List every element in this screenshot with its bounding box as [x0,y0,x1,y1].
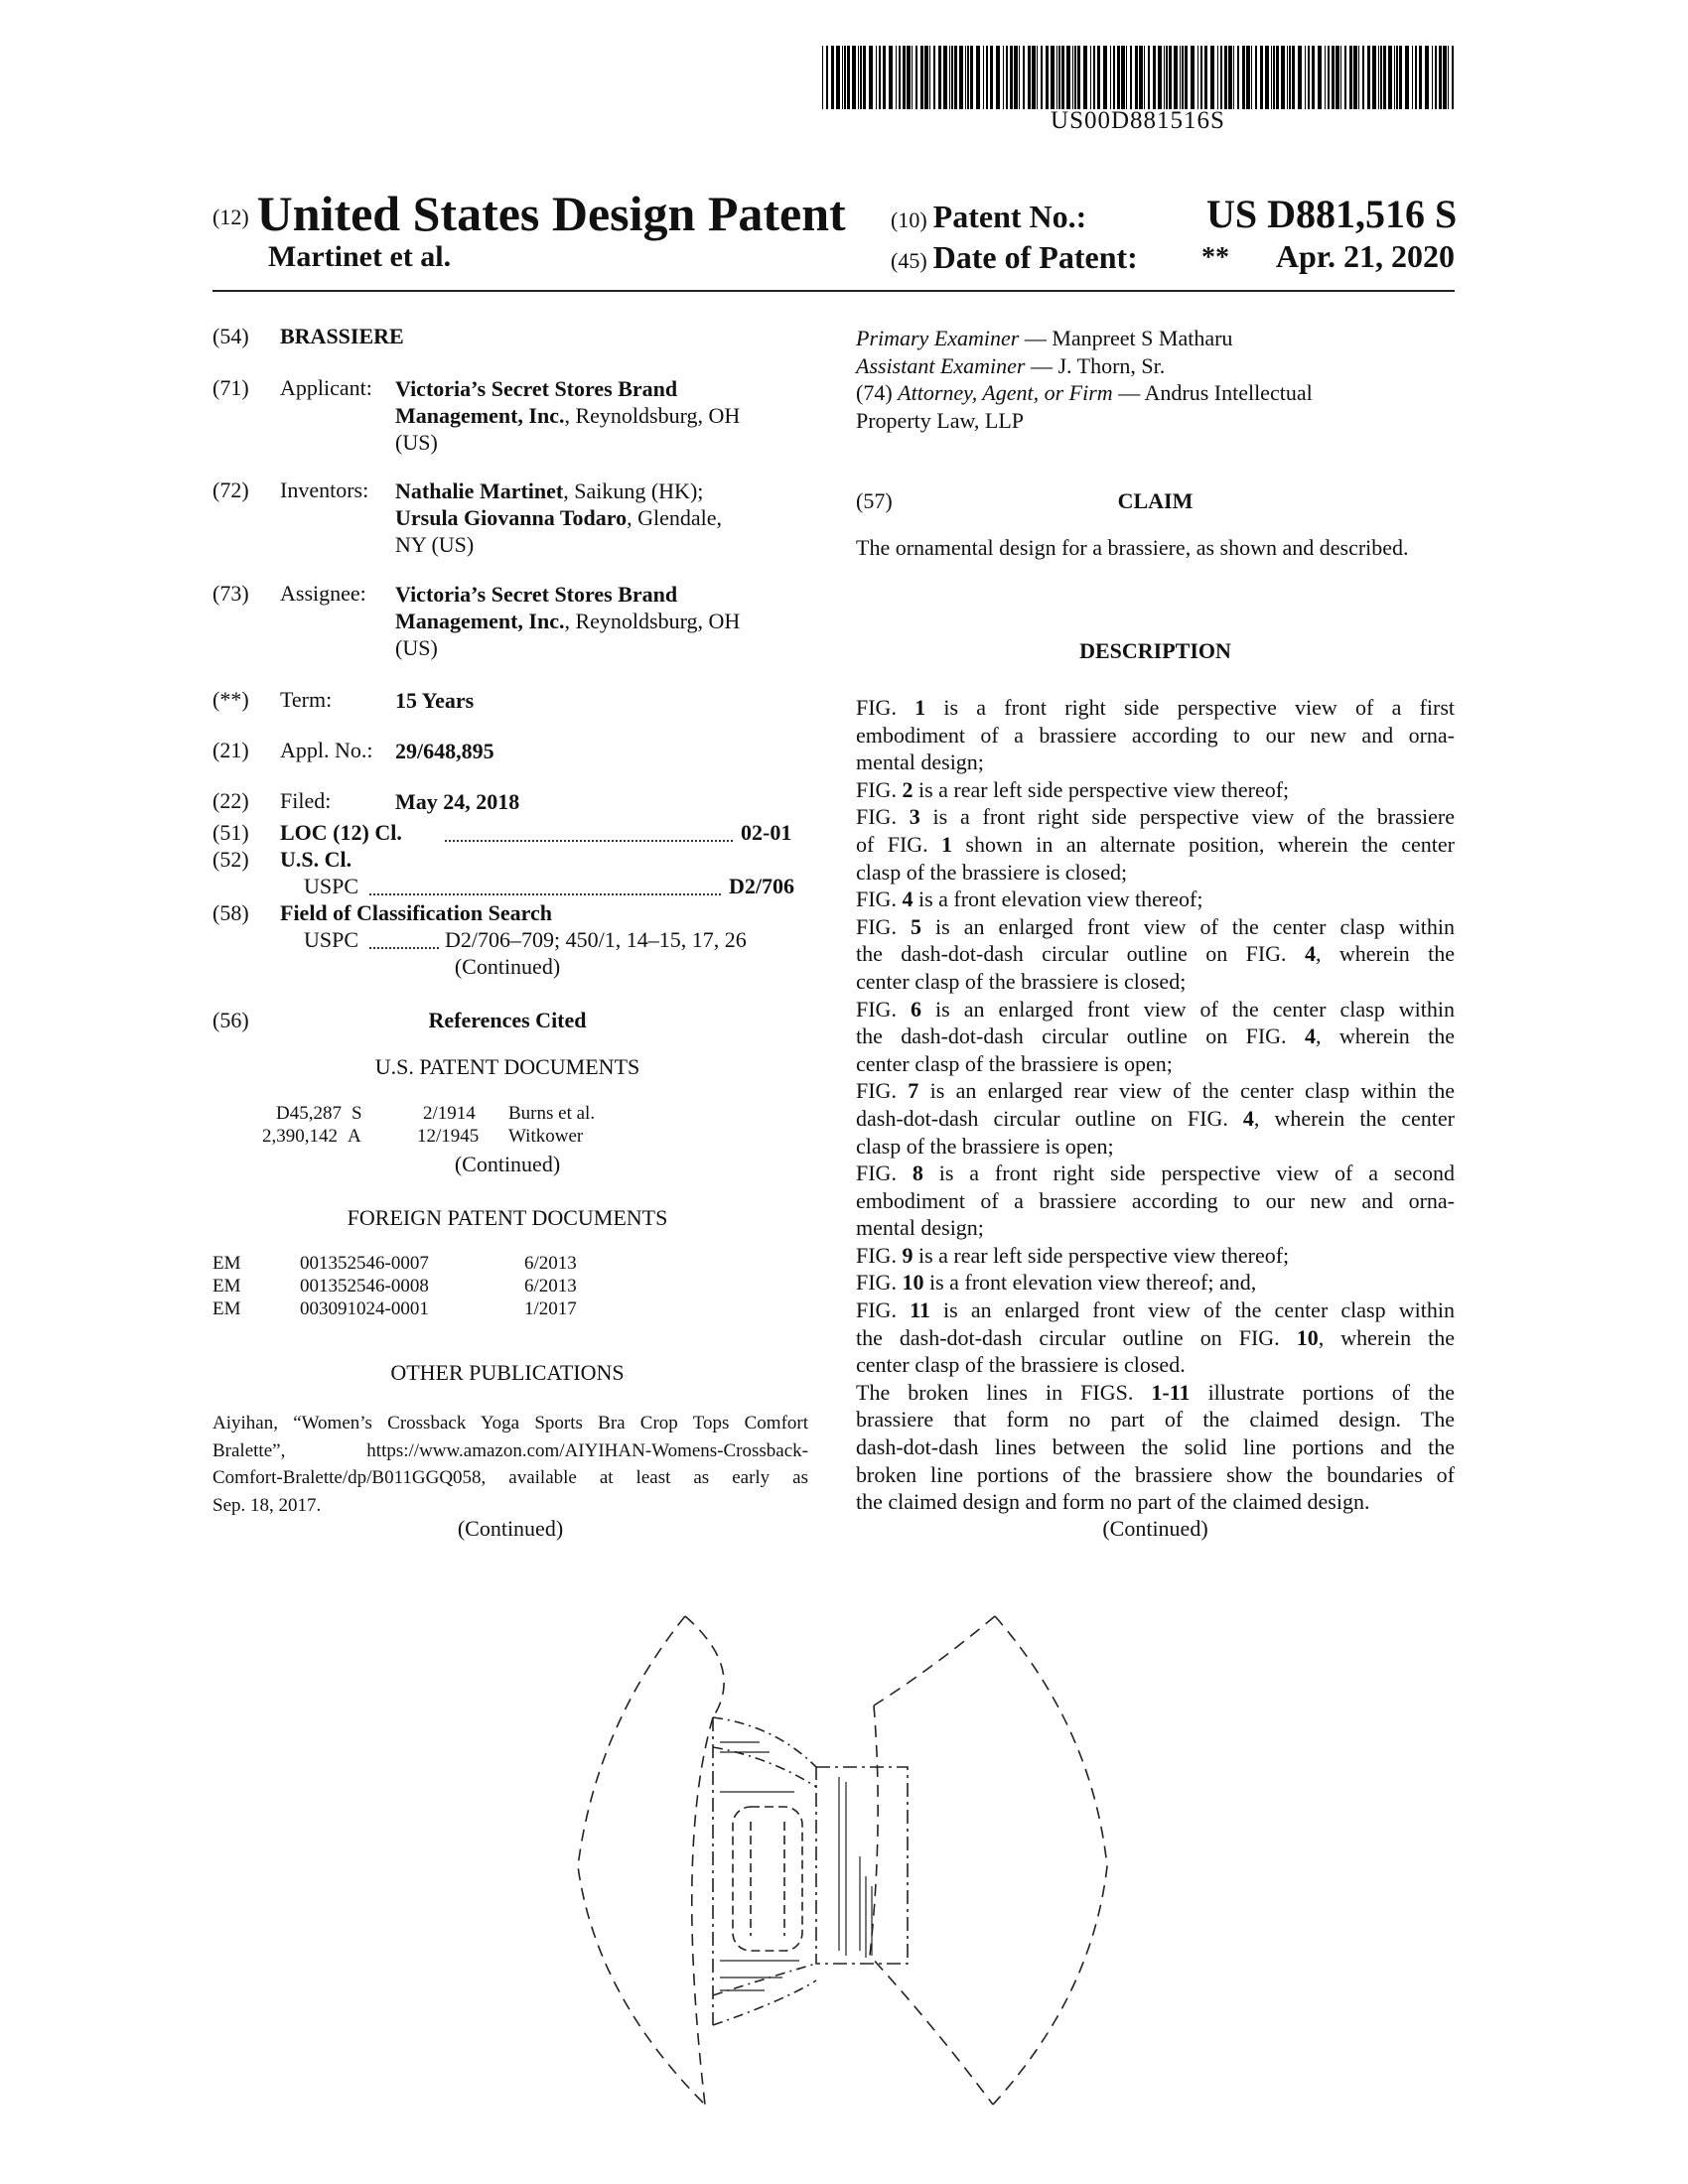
doc-number: 001352546-0008 [300,1276,429,1297]
inventor2-line3: NY (US) [395,532,475,557]
barcode-bar [1126,46,1127,109]
barcode-bar [1281,46,1285,109]
barcode-bar [826,46,828,109]
us-docs-continued: (Continued) [454,1152,561,1176]
uspc-leader [369,893,721,895]
claim-heading: CLAIM [1117,488,1194,513]
uspc-label: USPC [304,874,359,898]
barcode-bar [1246,46,1250,109]
doc-kind: S [351,1103,362,1124]
applicant-value [395,375,812,456]
us-docs-heading: U.S. PATENT DOCUMENTS [374,1054,640,1079]
barcode-number: US00D881516S [1051,107,1225,134]
center-clasp-outline [816,1767,908,1964]
barcode-bar [1233,46,1234,109]
primary-examiner-label: Primary Examiner [856,326,1020,350]
description-line: of FIG. 1 shown in an alternate position, wherein the center [856,831,1455,857]
clasp-inner-slot [733,1807,802,1951]
term-value: 15 Years [395,688,475,713]
barcode-bar [852,46,856,109]
doc-country: EM [212,1253,241,1274]
uspc-value: D2/706 [729,874,794,898]
attorney-line2: Property Law, LLP [856,407,1025,433]
filed-label: Filed: [280,788,332,813]
barcode-bar [869,46,873,109]
inventors-value [395,478,812,558]
description-line: dash-dot-dash lines between the solid line portions and the [856,1434,1455,1460]
barcode-bar [1074,46,1076,109]
patent-number-label [891,199,1086,235]
other-publications [212,1410,808,1519]
barcode-bar [1332,46,1335,109]
description-line: center clasp of the brassiere is closed; [856,968,1187,994]
barcode-bar [1028,46,1031,109]
barcode-bar [1110,46,1111,109]
barcode-bar [1394,46,1395,109]
inventor1-name: Nathalie Martinet [395,478,564,503]
barcode-bar [1135,46,1138,109]
barcode-bar [847,46,850,109]
barcode-bar [1139,46,1143,109]
description-line: FIG. 7 is an enlarged rear view of the center clasp within the [856,1078,1455,1104]
assignee-line2-rest: , Reynoldsburg, OH [564,609,741,633]
barcode-bar [831,46,834,109]
doc-country: EM [212,1298,241,1319]
doc-country: EM [212,1276,241,1297]
barcode-bar [1237,46,1239,109]
barcode-bar [965,46,966,109]
date-of-patent-label [891,239,1138,276]
barcode-bar [951,46,953,109]
description-line: clasp of the brassiere is open; [856,1133,1114,1159]
barcode-bar [1058,46,1060,109]
description-line: mental design; [856,1215,984,1241]
doc-name: Burns et al. [508,1103,596,1124]
barcode-bar [1435,46,1437,109]
description-line: clasp of the brassiere is closed; [856,859,1128,885]
inventor1-location: , Saikung (HK); [563,478,704,503]
barcode-bar [920,46,923,109]
barcode-bar [1358,46,1359,109]
barcode-bar [1405,46,1409,109]
loc-leader [445,840,733,842]
description-line: broken line portions of the brassiere show the boundaries of [856,1461,1455,1487]
description-line: FIG. 4 is a front elevation view thereof; [856,887,1203,912]
filed-value: May 24, 2018 [395,789,520,814]
description-line: center clasp of the brassiere is open; [856,1050,1173,1076]
description-line: mental design; [856,750,984,775]
barcode-bar [967,46,969,109]
doc-number: 003091024-0001 [300,1298,429,1319]
barcode-bar [1349,46,1352,109]
invention-title: BRASSIERE [280,324,404,348]
barcode-bar [836,46,840,109]
description-line: FIG. 6 is an enlarged front view of the center clasp within [856,996,1455,1022]
barcode-bar [1164,46,1165,109]
barcode-bar [1180,46,1181,109]
description-line: FIG. 3 is a front right side perspective view of the brassiere [856,804,1456,830]
loc-value: 02-01 [741,820,792,845]
attorney-label: Attorney, Agent, or Firm [898,380,1113,406]
barcode-bar [1273,46,1275,109]
field-uspc-value: D2/706–709; 450/1, 14–15, 17, 26 [445,927,747,952]
barcode-bar [1305,46,1306,109]
barcode-bar [1204,46,1207,109]
barcode-bar [1130,46,1132,109]
inventors-label: Inventors: [280,478,369,502]
barcode-bar [1019,46,1020,109]
barcode-bar [1439,46,1442,109]
barcode-bar [1372,46,1376,109]
barcode-bar [1072,46,1073,109]
barcode-bar [990,46,993,109]
assignee-code: (73) [212,581,249,606]
barcode-bar [1144,46,1145,109]
right-cup-outline [870,1616,995,2105]
barcode-bar [1260,46,1263,109]
description-line: dash-dot-dash circular outline on FIG. 4, wherein the center [856,1105,1456,1131]
description-line: the dash-dot-dash circular outline on FIG. 10, wherein the [856,1324,1455,1350]
barcode-bar [1325,46,1326,109]
other-publications-heading: OTHER PUBLICATIONS [390,1360,625,1385]
filed-code: (22) [212,788,249,813]
description-continued: (Continued) [1102,1516,1208,1541]
barcode-bar [1158,46,1162,109]
doc-kind: A [348,1126,361,1147]
barcode-bar [1228,46,1232,109]
barcode-bar [929,46,930,109]
applicant-label: Applicant: [280,375,372,400]
description-line: embodiment of a brassiere according to our new and orna- [856,722,1455,748]
doc-date: 6/2013 [524,1253,577,1274]
examiners [856,325,1455,434]
barcode-bar [1006,46,1008,109]
assistant-examiner-label: Assistant Examiner [856,352,1026,378]
barcode-bar [1362,46,1364,109]
barcode-bar [844,46,846,109]
barcode-bar [899,46,901,109]
barcode-bar [1090,46,1091,109]
barcode-bar [943,46,947,109]
barcode-bar [1191,46,1195,109]
barcode-bar [1046,46,1049,109]
description-line: FIG. 10 is a front elevation view thereof; and, [856,1270,1257,1296]
barcode-bar [1003,46,1004,109]
barcode-bar [907,46,911,109]
description-line: FIG. 11 is an enlarged front view of the center clasp within [856,1297,1455,1323]
barcode-bar [1378,46,1379,109]
barcode-bar [1174,46,1178,109]
barcode-bar [1066,46,1070,109]
description-line: the dash-dot-dash circular outline on FIG. 4, wherein the [856,941,1455,967]
barcode-bar [842,46,843,109]
refs-code: (56) [212,1008,249,1032]
barcode-bar [983,46,984,109]
uscl-code: (52) [212,847,249,872]
assignee-value [395,581,812,661]
description-line: center clasp of the brassiere is closed. [856,1352,1186,1378]
barcode-bar [1415,46,1417,109]
description-line: FIG. 1 is a front right side perspective view of a first [856,695,1455,720]
table-row [262,1126,401,1148]
barcode-bar [1289,46,1291,109]
barcode-bar [1097,46,1100,109]
barcode-bar [896,46,897,109]
barcode-bar [1353,46,1357,109]
barcode [822,46,1454,109]
barcode-bar [1419,46,1422,109]
barcode-bar [1271,46,1272,109]
bottom-band [713,1964,816,2025]
barcode-bar [912,46,913,109]
barcode-bar [1383,46,1386,109]
description-line: FIG. 2 is a rear left side perspective view thereof; [856,776,1290,802]
barcode-bar [915,46,917,109]
barcode-bar [938,46,941,109]
barcode-bar [1340,46,1341,109]
appl-label: Appl. No.: [280,738,373,762]
barcode-bar [1328,46,1330,109]
loc-label: LOC (12) Cl. [280,820,402,845]
applicant-line3: (US) [395,430,438,455]
description-line: FIG. 9 is a rear left side perspective view thereof; [856,1242,1290,1268]
attorney-line1: — Andrus Intellectual [1112,380,1313,406]
date-label-text: Date of Patent: [932,239,1138,275]
barcode-bar [959,46,963,109]
barcode-bar [1051,46,1055,109]
barcode-bar [1148,46,1150,109]
barcode-bar [1255,46,1257,109]
barcode-bar [1443,46,1447,109]
barcode-bar [863,46,866,109]
barcode-bar [1312,46,1315,109]
barcode-bar [1023,46,1025,109]
barcode-bar [949,46,950,109]
barcode-bar [1318,46,1322,109]
inventor2-location: , Glendale, [627,505,723,530]
barcode-bar [1182,46,1184,109]
doc-type-code: (12) [212,205,249,229]
barcode-bar [822,46,823,109]
barcode-bar [933,46,935,109]
barcode-bar [876,46,877,109]
barcode-bar [1432,46,1433,109]
doc-number: 2,390,142 [262,1126,338,1147]
barcode-bar [1197,46,1198,109]
barcode-bar [860,46,862,109]
barcode-bar [1113,46,1115,109]
barcode-bar [1276,46,1279,109]
barcode-bar [1117,46,1120,109]
barcode-bar [970,46,973,109]
appl-value: 29/648,895 [395,739,494,763]
description-line: brassiere that form no part of the claimed design. The [856,1407,1455,1433]
term-code: (**) [212,687,249,712]
description-body [856,694,1455,1516]
barcode-bar [1287,46,1288,109]
barcode-bar [1061,46,1064,109]
primary-examiner: — Manpreet S Matharu [1019,326,1233,350]
barcode-bar [1014,46,1018,109]
pub-line: Bralette”, https://www.amazon.com/AIYIHAN-Womens-Crossback- [212,1439,808,1461]
left-strap-outline [578,1616,705,2105]
field-uspc-leader [369,947,439,949]
term-label: Term: [280,687,333,712]
barcode-bar [1448,46,1449,109]
pub-line: Aiyihan, “Women’s Crossback Yoga Sports Bra Crop Tops Comfort [212,1413,808,1433]
claim-text: The ornamental design for a brassiere, as shown and described. [856,535,1409,560]
assignee-line3: (US) [395,635,438,660]
barcode-bar [1224,46,1227,109]
assignee-line1: Victoria’s Secret Stores Brand [395,582,678,607]
patent-no-label-text: Patent No.: [932,199,1087,234]
inventor2-name: Ursula Giovanna Todaro [395,505,628,530]
barcode-bar [1037,46,1038,109]
barcode-bar [924,46,928,109]
barcode-bar [1166,46,1168,109]
barcode-bar [1093,46,1095,109]
barcode-bar [1344,46,1346,109]
barcode-bar [1367,46,1370,109]
barcode-bar [1298,46,1302,109]
barcode-bar [1010,46,1013,109]
barcode-bar [903,46,906,109]
field-search-label: Field of Classification Search [280,900,552,925]
barcode-bar [1380,46,1382,109]
inventors-code: (72) [212,478,249,502]
description-line: the claimed design and form no part of the claimed design. [856,1489,1370,1515]
title-code: (54) [212,324,249,348]
date-of-patent: Apr. 21, 2020 [1275,238,1455,274]
doc-date: 12/1945 [417,1126,480,1147]
barcode-bar [976,46,980,109]
appl-code: (21) [212,738,249,762]
barcode-bar [1083,46,1087,109]
claim-code: (57) [856,488,893,513]
barcode-bar [1251,46,1252,109]
header-divider [212,290,1455,292]
barcode-bar [1292,46,1295,109]
date-code: (45) [891,248,927,273]
barcode-bar [858,46,859,109]
barcode-bar [1103,46,1107,109]
doc-name: Witkower [508,1126,584,1147]
doc-type-text: United States Design Patent [256,186,846,241]
brassiere-figure [556,1608,1132,2115]
barcode-bar [889,46,893,109]
barcode-bar [1041,46,1043,109]
other-pub-continued: (Continued) [457,1516,564,1541]
clasp-stripes [839,1777,872,1958]
barcode-bar [1396,46,1398,109]
barcode-bar [1217,46,1218,109]
barcode-bar [1169,46,1172,109]
field-continued: (Continued) [454,954,561,979]
barcode-bar [1210,46,1214,109]
barcode-bar [1056,46,1057,109]
patent-number: US D881,516 S [1206,192,1458,236]
applicant-line2-bold: Management, Inc. [395,403,565,428]
description-line: FIG. 5 is an enlarged front view of the center clasp within [856,913,1455,939]
barcode-bar [1412,46,1413,109]
applicant-line1: Victoria’s Secret Stores Brand [395,376,678,401]
assignee-label: Assignee: [280,581,366,606]
references-heading: References Cited [428,1008,587,1032]
applicant-code: (71) [212,375,249,400]
pub-line: Comfort-Bralette/dp/B011GGQ058, available at least as early as [212,1467,808,1488]
barcode-bar [1399,46,1402,109]
description-heading: DESCRIPTION [1079,638,1231,663]
barcode-bar [879,46,881,109]
barcode-bar [1077,46,1080,109]
barcode-bar [1200,46,1202,109]
right-strap-outline [993,1616,1107,2105]
barcode-bar [1121,46,1125,109]
description-line: FIG. 8 is a front right side perspective view of a second [856,1160,1456,1186]
description-line: embodiment of a brassiere according to our new and orna- [856,1187,1455,1213]
patent-no-code: (10) [891,207,927,232]
barcode-bar [1032,46,1036,109]
attorney-code: (74) [856,380,893,406]
band-stripes [720,1742,799,1990]
barcode-bar [986,46,988,109]
doc-number: D45,287 [276,1103,342,1124]
description-line: the dash-dot-dash circular outline on FIG. 4, wherein the [856,1024,1455,1049]
barcode-bar [1388,46,1392,109]
barcode-bar [1336,46,1339,109]
applicant-line2-rest: , Reynoldsburg, OH [564,403,741,428]
authors: Martinet et al. [268,240,452,273]
document-type [212,185,846,242]
doc-date: 2/1914 [423,1103,476,1124]
barcode-bar [1185,46,1188,109]
field-search-code: (58) [212,900,249,925]
doc-number: 001352546-0007 [300,1253,429,1274]
doc-date: 6/2013 [524,1276,577,1297]
loc-code: (51) [212,820,249,845]
barcode-bar [1265,46,1269,109]
barcode-bar [1242,46,1245,109]
barcode-bar [1308,46,1310,109]
barcode-bar [954,46,957,109]
barcode-bar [996,46,1000,109]
description-line: The broken lines in FIGS. 1-11 illustrate portions of the [856,1379,1455,1405]
barcode-bar [1220,46,1222,109]
barcode-bar [1153,46,1156,109]
uscl-label: U.S. Cl. [280,847,352,872]
foreign-docs-heading: FOREIGN PATENT DOCUMENTS [347,1205,668,1230]
doc-date: 1/2017 [524,1298,577,1319]
table-row [276,1103,395,1125]
barcode-bar [883,46,886,109]
left-cup-outline [685,1616,724,2105]
pub-line: Sep. 18, 2017. [212,1494,322,1516]
assistant-examiner: — J. Thorn, Sr. [1025,352,1166,378]
barcode-bar [1452,46,1454,109]
assignee-line2-bold: Management, Inc. [395,609,565,633]
field-uspc-label: USPC [304,927,359,952]
term-marker: ** [1201,242,1229,273]
clasp-inner-slot-2 [751,1822,784,1936]
barcode-bar [1425,46,1429,109]
